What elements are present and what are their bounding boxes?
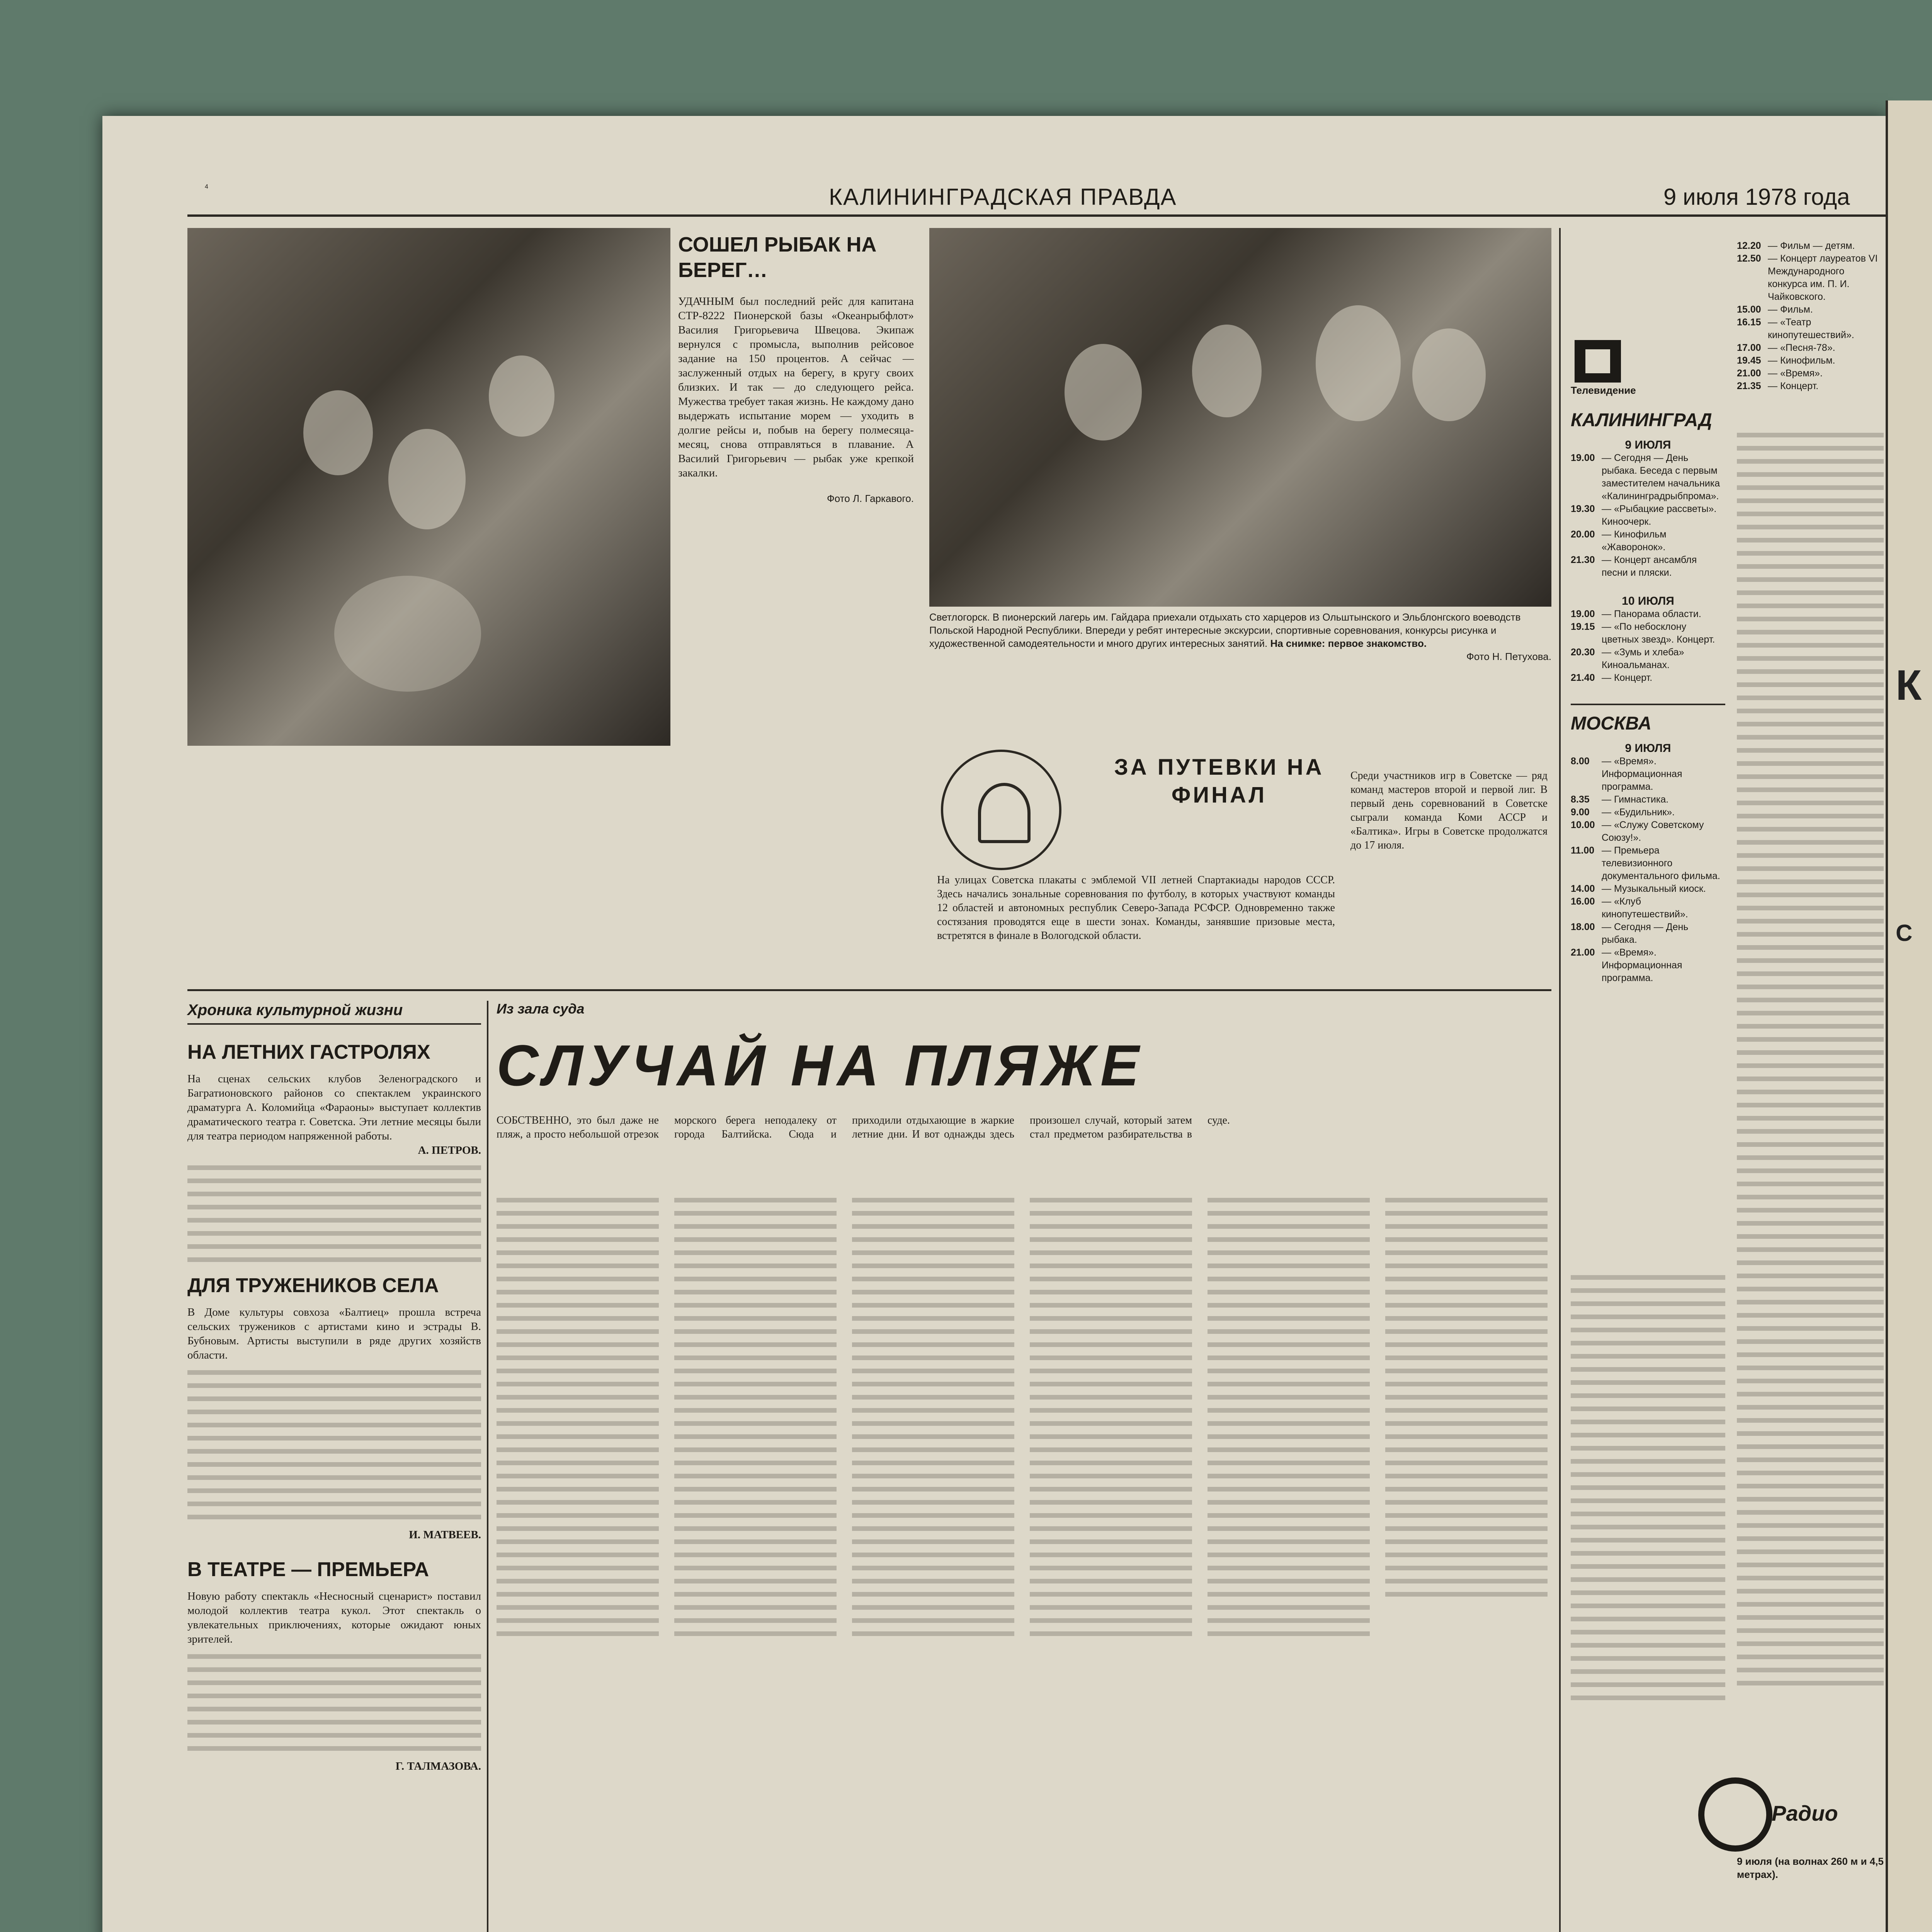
fisher-photo-credit: Фото Л. Гаркавого.	[827, 493, 914, 504]
adjacent-letter: С	[1896, 920, 1913, 946]
tv-channel-title: КАЛИНИНГРАД	[1571, 410, 1712, 430]
fisher-article	[678, 232, 914, 505]
tv-schedule	[1571, 410, 1725, 985]
tv-row: 10.00 — «Служу Советскому Союзу!».	[1571, 820, 1704, 843]
chronicle-section-body: В Доме культуры совхоза «Балтиец» прошла встреча сельских тружеников с артистами кино и эстрады В. Бубновым. Артисты выступили в ряде других хозяйств области.	[187, 1306, 481, 1361]
tv-row: 19.00 — Сегодня — День рыбака. Беседа с первым заместителем начальника «Калининградрыбпрома».	[1571, 452, 1720, 502]
camp-photo-credit: Фото Н. Петухова.	[1466, 651, 1551, 662]
tv-row: 15.00 — Фильм.	[1737, 304, 1813, 315]
newspaper-page	[102, 116, 1888, 1932]
tv-row: 19.30 — «Рыбацкие рассветы». Киноочерк.	[1571, 503, 1717, 527]
tv-logo-icon	[1575, 340, 1621, 383]
tv-day: 9 ИЮЛЯ	[1625, 439, 1671, 451]
radio-schedule-text: 9 июля (на волнах 260 м и 4,5 метрах).	[1737, 1855, 1884, 1880]
chronicle-section-body: Новую работу спектакль «Несносный сценарист» поставил молодой коллектив театра кукол. Этот спектакль о увлекательных приключениях, которые ожидают юных зрителей.	[187, 1590, 481, 1645]
chronicle-rubric: Хроника культурной жизни	[187, 1001, 481, 1025]
finals-article-body-2: Среди участников игр в Советске — ряд команд мастеров второй и первой лиг. В первый день соревнований в Советске сыграли команда Коми АССР и «Балтика». Игры в Советске продолжатся до 17 июля.	[1350, 770, 1548, 851]
camp-sub-caption: На снимке: первое знакомство.	[1270, 638, 1427, 649]
tv-row: 21.40 — Концерт.	[1571, 672, 1653, 683]
tv-row: 8.00 — «Время». Информационная программа.	[1571, 756, 1682, 792]
tv-row: 11.00 — Премьера телевизионного документального фильма.	[1571, 845, 1720, 881]
finals-article-body: На улицах Советска плакаты с эмблемой VII летней Спартакиады народов СССР. Здесь начались зональные соревнования по футболу, в которых участвуют команды 12 областей и автономных республик Северо-Запада РСФСР. Одновременно также состязания проводятся еще в шести зонах. Команды, занявшие призовые места, встретятся в финале в Вологодской области.	[937, 874, 1335, 942]
tv-row: 21.00 — «Время».	[1737, 368, 1823, 379]
beach-article-body: СОБСТВЕННО, это был даже не пляж, а просто небольшой отрезок морского берега неподалеку от города Балтийска. Сюда и приходили отдыхающие в жаркие летние дни. И вот однажды здесь произошел случай, который затем стал предметом разбирательства в суде.	[497, 1114, 1230, 1140]
tv-row: 8.35 — Гимнастика.	[1571, 794, 1669, 805]
tv-row: 21.00 — «Время». Информационная программа.	[1571, 947, 1682, 983]
tv-row: 16.15 — «Театр кинопутешествий».	[1737, 317, 1854, 340]
beach-article-title: СЛУЧАЙ НА ПЛЯЖЕ	[497, 1033, 1144, 1098]
culture-chronicle	[187, 1001, 481, 1774]
top-section-rule	[187, 989, 1551, 991]
beach-article	[497, 1001, 1548, 1141]
radio-logo-label: Радио	[1772, 1801, 1838, 1825]
finals-article-title: ЗА ПУТЕВКИ НА ФИНАЛ	[1114, 755, 1324, 808]
tv-row: 18.00 — Сегодня — День рыбака.	[1571, 922, 1689, 945]
chronicle-section-title: В ТЕАТРЕ — ПРЕМЬЕРА	[187, 1558, 429, 1581]
tv-day: 9 ИЮЛЯ	[1625, 742, 1671, 755]
tv-row: 16.00 — «Клуб кинопутешествий».	[1571, 896, 1688, 920]
tv-row: 20.00 — Кинофильм «Жаворонок».	[1571, 529, 1667, 553]
fisher-article-body: УДАЧНЫМ был последний рейс для капитана СТР-8222 Пионерской базы «Океанрыбфлот» Василия Григорьевича Швецова. Экипаж вернулся с промысла, выполнив рейсовое задание на 150 процентов. А сейчас — заслуженный отдых на берегу, в кругу своих близких. И так — до следующего рейса. Мужества требует такая жизнь. Не каждому дано выдержать испытание морем — уходить в долгие рейсы и, побыв на берегу полмесяца-месяц, снова отправляться в плавание. А Василий Григорьевич — рыбак уже крепкой закалки.	[678, 295, 914, 479]
paper-name: КАЛИНИНГРАДСКАЯ ПРАВДА	[829, 184, 1177, 210]
chronicle-section-author: И. МАТВЕЕВ.	[409, 1529, 481, 1541]
issue-date: 9 июля 1978 года	[1663, 184, 1850, 210]
tv-logo-label: Телевидение	[1571, 384, 1636, 396]
pioneer-camp-photo	[929, 228, 1551, 607]
tv-channel-title: МОСКВА	[1571, 704, 1725, 734]
column-divider	[487, 1001, 488, 1932]
masthead-rule	[187, 214, 1888, 217]
tv-row: 9.00 — «Будильник».	[1571, 807, 1675, 818]
chronicle-section-title: ДЛЯ ТРУЖЕНИКОВ СЕЛА	[187, 1274, 439, 1297]
radio-logo-icon	[1698, 1777, 1772, 1852]
adjacent-page-strip	[1886, 100, 1932, 1932]
chronicle-section-author: Г. ТАЛМАЗОВА.	[395, 1760, 481, 1772]
tv-row: 12.50 — Концерт лауреатов VI Международного конкурса им. П. И. Чайковского.	[1737, 253, 1878, 302]
tv-row: 14.00 — Музыкальный киоск.	[1571, 883, 1706, 894]
chronicle-section-body: На сценах сельских клубов Зеленоградского и Багратионовского районов со спектаклем украинского драматурга А. Коломийца «Фараоны» выступает коллектив драматического театра г. Советска. Эти летние месяцы были для театра периодом напряженной работы.	[187, 1073, 481, 1142]
tv-day: 10 ИЮЛЯ	[1622, 595, 1674, 607]
tv-row: 17.00 — «Песня-78».	[1737, 342, 1835, 353]
chronicle-section-title: НА ЛЕТНИХ ГАСТРОЛЯХ	[187, 1041, 430, 1063]
tv-row: 12.20 — Фильм — детям.	[1737, 240, 1855, 251]
beach-article-rubric: Из зала суда	[497, 1001, 585, 1017]
pioneer-camp-caption	[929, 611, 1551, 663]
fisher-article-title: СОШЕЛ РЫБАК НА БЕРЕГ…	[678, 233, 877, 282]
adjacent-letter: К	[1896, 662, 1922, 709]
tv-row: 19.15 — «По небосклону цветных звезд». Концерт.	[1571, 621, 1715, 645]
camp-caption-text: Светлогорск. В пионерский лагерь им. Гайдара приехали отдыхать сто харцеров из Ольштынского и Эльблонгского воеводств Польской Народной Республики. Впереди у ребят интересные экскурсии, спортивные соревнования, конкурсы рисунка и художественной самодеятельности и много других интересных занятий.	[929, 611, 1521, 649]
tv-row: 19.45 — Кинофильм.	[1737, 355, 1835, 366]
fisher-family-photo	[187, 228, 670, 746]
page-number: 4	[205, 184, 208, 190]
chronicle-section-author: А. ПЕТРОВ.	[418, 1144, 481, 1156]
tv-schedule-continued	[1737, 240, 1884, 393]
tv-row: 20.30 — «Зумь и хлеба» Киноальманах.	[1571, 647, 1684, 670]
column-divider	[1559, 228, 1561, 1932]
spartakiada-emblem-icon	[941, 750, 1061, 870]
tv-row: 21.35 — Концерт.	[1737, 381, 1819, 391]
tv-row: 19.00 — Панорама области.	[1571, 609, 1701, 619]
tv-row: 21.30 — Концерт ансамбля песни и пляски.	[1571, 554, 1697, 578]
